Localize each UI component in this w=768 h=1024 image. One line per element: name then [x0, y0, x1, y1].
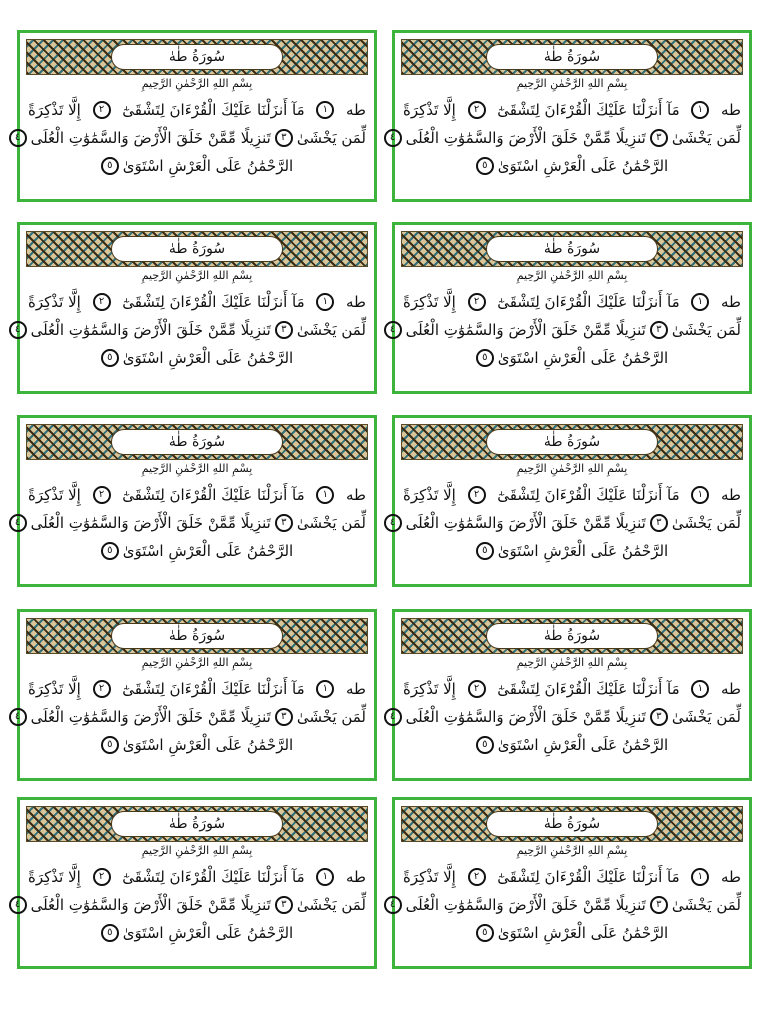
- ayah-number-mark: ٣: [650, 896, 668, 914]
- verse-text: لِّمَن يَخْشَىٰ: [671, 708, 741, 726]
- ayah-number-mark: ٤: [384, 708, 402, 726]
- ayah-number-mark: ٣: [650, 321, 668, 339]
- surah-card: [389, 609, 752, 781]
- verse-text: مَآ أَنزَلْنَا عَلَيْكَ الْقُرْءَانَ لِتَشْقَىٰٓ: [122, 101, 305, 119]
- verse-line-1: [403, 97, 741, 123]
- surah-title-plate: [486, 236, 658, 262]
- ayah-number-mark: ١: [316, 293, 334, 311]
- ayah-number-mark: ٤: [9, 896, 27, 914]
- ayah-number-mark: ٣: [275, 708, 293, 726]
- verse-text: طه: [721, 486, 741, 504]
- verse-text: الرَّحْمَٰنُ عَلَى الْعَرْشِ اسْتَوَىٰ: [497, 736, 669, 754]
- verse-text: لِّمَن يَخْشَىٰ: [296, 321, 366, 339]
- ayah-number-mark: ٢: [93, 868, 111, 886]
- surah-title-banner: [401, 424, 743, 460]
- ayah-number-mark: ١: [316, 486, 334, 504]
- surah-title: سُورَةُ طٰهٰ: [543, 434, 601, 450]
- surah-title-banner: [26, 424, 368, 460]
- bismillah: بِسْمِ اللهِ الرَّحْمٰنِ الرَّحِيمِ: [516, 844, 628, 857]
- ayah-number-mark: ٣: [650, 129, 668, 147]
- surah-title-plate: [486, 623, 658, 649]
- surah-title-banner: [26, 806, 368, 842]
- surah-title-plate: [486, 44, 658, 70]
- card-content: [14, 231, 368, 385]
- ayah-number-mark: ١: [691, 868, 709, 886]
- ayah-number-mark: ٥: [101, 542, 119, 560]
- surah-title-banner: [26, 231, 368, 267]
- verse-text: طه: [721, 293, 741, 311]
- verse-text: تَنزِيلًا مِّمَّنْ خَلَقَ الْأَرْضَ وَالسَّمَٰوَٰتِ الْعُلَى: [30, 708, 271, 726]
- bismillah: بِسْمِ اللهِ الرَّحْمٰنِ الرَّحِيمِ: [141, 77, 253, 90]
- verse-text: الرَّحْمَٰنُ عَلَى الْعَرْشِ اسْتَوَىٰ: [122, 736, 294, 754]
- verse-line-1: [403, 676, 741, 702]
- ayah-number-mark: ٤: [9, 708, 27, 726]
- verse-text: لِّمَن يَخْشَىٰ: [671, 129, 741, 147]
- ayah-number-mark: ٤: [9, 129, 27, 147]
- surah-card: [389, 797, 752, 969]
- verse-line-3: [403, 920, 741, 946]
- verse-text: إِلَّا تَذْكِرَةً: [403, 486, 456, 504]
- verse-text: طه: [721, 101, 741, 119]
- verse-text: طه: [346, 486, 366, 504]
- verse-line-1: [28, 482, 366, 508]
- verse-line-1: [28, 676, 366, 702]
- verse-text: إِلَّا تَذْكِرَةً: [28, 101, 81, 119]
- card-content: [14, 618, 368, 772]
- ayah-number-mark: ١: [316, 680, 334, 698]
- ayah-number-mark: ٣: [650, 708, 668, 726]
- ayah-number-mark: ٥: [476, 924, 494, 942]
- ayah-number-mark: ٥: [101, 349, 119, 367]
- surah-card: [14, 30, 377, 202]
- surah-title-plate: [111, 429, 283, 455]
- verse-line-1: [403, 289, 741, 315]
- verse-text: تَنزِيلًا مِّمَّنْ خَلَقَ الْأَرْضَ وَالسَّمَٰوَٰتِ الْعُلَى: [405, 896, 646, 914]
- ayah-number-mark: ٢: [468, 293, 486, 311]
- ayah-number-mark: ٢: [93, 293, 111, 311]
- verse-line-3: [403, 732, 741, 758]
- ayah-number-mark: ٢: [468, 680, 486, 698]
- verse-text: الرَّحْمَٰنُ عَلَى الْعَرْشِ اسْتَوَىٰ: [497, 157, 669, 175]
- surah-card: [14, 222, 377, 394]
- verse-line-2: [14, 892, 366, 918]
- verse-line-2: [14, 317, 366, 343]
- verse-text: تَنزِيلًا مِّمَّنْ خَلَقَ الْأَرْضَ وَالسَّمَٰوَٰتِ الْعُلَى: [30, 321, 271, 339]
- verse-text: إِلَّا تَذْكِرَةً: [403, 293, 456, 311]
- ayah-number-mark: ٤: [384, 514, 402, 532]
- verse-text: الرَّحْمَٰنُ عَلَى الْعَرْشِ اسْتَوَىٰ: [497, 924, 669, 942]
- verse-text: طه: [346, 868, 366, 886]
- verse-text: لِّمَن يَخْشَىٰ: [671, 896, 741, 914]
- bismillah: بِسْمِ اللهِ الرَّحْمٰنِ الرَّحِيمِ: [141, 656, 253, 669]
- card-content: [14, 806, 368, 960]
- verse-text: لِّمَن يَخْشَىٰ: [296, 514, 366, 532]
- surah-title: سُورَةُ طٰهٰ: [543, 816, 601, 832]
- verse-line-3: [28, 345, 366, 371]
- verse-text: لِّمَن يَخْشَىٰ: [296, 129, 366, 147]
- verse-line-3: [28, 920, 366, 946]
- bismillah: بِسْمِ اللهِ الرَّحْمٰنِ الرَّحِيمِ: [516, 462, 628, 475]
- bismillah: بِسْمِ اللهِ الرَّحْمٰنِ الرَّحِيمِ: [516, 77, 628, 90]
- verse-text: إِلَّا تَذْكِرَةً: [403, 680, 456, 698]
- verse-line-3: [403, 153, 741, 179]
- card-content: [389, 806, 743, 960]
- surah-card: [389, 222, 752, 394]
- surah-title: سُورَةُ طٰهٰ: [168, 628, 226, 644]
- surah-title-banner: [401, 618, 743, 654]
- verse-line-1: [403, 864, 741, 890]
- bismillah: بِسْمِ اللهِ الرَّحْمٰنِ الرَّحِيمِ: [141, 269, 253, 282]
- surah-title: سُورَةُ طٰهٰ: [543, 628, 601, 644]
- ayah-number-mark: ٥: [101, 736, 119, 754]
- surah-card: [14, 609, 377, 781]
- verse-text: طه: [346, 101, 366, 119]
- ayah-number-mark: ١: [691, 293, 709, 311]
- card-content: [389, 618, 743, 772]
- verse-text: لِّمَن يَخْشَىٰ: [671, 514, 741, 532]
- surah-title-plate: [486, 811, 658, 837]
- verse-text: إِلَّا تَذْكِرَةً: [28, 293, 81, 311]
- ayah-number-mark: ٣: [275, 129, 293, 147]
- ayah-number-mark: ١: [691, 101, 709, 119]
- verse-text: الرَّحْمَٰنُ عَلَى الْعَرْشِ اسْتَوَىٰ: [497, 349, 669, 367]
- verse-line-2: [389, 510, 741, 536]
- verse-text: مَآ أَنزَلْنَا عَلَيْكَ الْقُرْءَانَ لِتَشْقَىٰٓ: [497, 680, 680, 698]
- ayah-number-mark: ١: [316, 868, 334, 886]
- verse-text: مَآ أَنزَلْنَا عَلَيْكَ الْقُرْءَانَ لِتَشْقَىٰٓ: [497, 868, 680, 886]
- verse-text: لِّمَن يَخْشَىٰ: [671, 321, 741, 339]
- verse-text: طه: [721, 868, 741, 886]
- ayah-number-mark: ٣: [275, 514, 293, 532]
- surah-title-banner: [401, 806, 743, 842]
- ayah-number-mark: ٥: [476, 157, 494, 175]
- card-content: [389, 424, 743, 578]
- verse-text: مَآ أَنزَلْنَا عَلَيْكَ الْقُرْءَانَ لِتَشْقَىٰٓ: [122, 868, 305, 886]
- verse-line-1: [28, 289, 366, 315]
- verse-line-1: [403, 482, 741, 508]
- surah-title: سُورَةُ طٰهٰ: [168, 49, 226, 65]
- surah-title-banner: [26, 618, 368, 654]
- ayah-number-mark: ٥: [101, 157, 119, 175]
- ayah-number-mark: ٤: [384, 896, 402, 914]
- ayah-number-mark: ١: [691, 680, 709, 698]
- card-content: [389, 39, 743, 193]
- verse-text: لِّمَن يَخْشَىٰ: [296, 896, 366, 914]
- verse-text: مَآ أَنزَلْنَا عَلَيْكَ الْقُرْءَانَ لِتَشْقَىٰٓ: [122, 486, 305, 504]
- ayah-number-mark: ٤: [384, 321, 402, 339]
- ayah-number-mark: ٣: [275, 321, 293, 339]
- surah-card: [389, 30, 752, 202]
- surah-title: سُورَةُ طٰهٰ: [168, 434, 226, 450]
- verse-text: طه: [346, 293, 366, 311]
- ayah-number-mark: ٢: [93, 101, 111, 119]
- verse-line-1: [28, 97, 366, 123]
- verse-text: تَنزِيلًا مِّمَّنْ خَلَقَ الْأَرْضَ وَالسَّمَٰوَٰتِ الْعُلَى: [405, 514, 646, 532]
- verse-line-3: [28, 732, 366, 758]
- surah-title-plate: [111, 623, 283, 649]
- verse-text: إِلَّا تَذْكِرَةً: [28, 868, 81, 886]
- surah-title: سُورَةُ طٰهٰ: [543, 49, 601, 65]
- verse-text: تَنزِيلًا مِّمَّنْ خَلَقَ الْأَرْضَ وَالسَّمَٰوَٰتِ الْعُلَى: [30, 514, 271, 532]
- surah-title: سُورَةُ طٰهٰ: [168, 816, 226, 832]
- bismillah: بِسْمِ اللهِ الرَّحْمٰنِ الرَّحِيمِ: [516, 656, 628, 669]
- ayah-number-mark: ٣: [650, 514, 668, 532]
- verse-text: تَنزِيلًا مِّمَّنْ خَلَقَ الْأَرْضَ وَالسَّمَٰوَٰتِ الْعُلَى: [405, 708, 646, 726]
- verse-line-3: [28, 538, 366, 564]
- bismillah: بِسْمِ اللهِ الرَّحْمٰنِ الرَّحِيمِ: [516, 269, 628, 282]
- verse-line-2: [389, 892, 741, 918]
- surah-title-banner: [401, 39, 743, 75]
- ayah-number-mark: ٤: [9, 321, 27, 339]
- surah-title-banner: [401, 231, 743, 267]
- surah-title: سُورَةُ طٰهٰ: [168, 241, 226, 257]
- verse-text: تَنزِيلًا مِّمَّنْ خَلَقَ الْأَرْضَ وَالسَّمَٰوَٰتِ الْعُلَى: [405, 321, 646, 339]
- verse-line-2: [389, 317, 741, 343]
- verse-text: تَنزِيلًا مِّمَّنْ خَلَقَ الْأَرْضَ وَالسَّمَٰوَٰتِ الْعُلَى: [30, 129, 271, 147]
- ayah-number-mark: ١: [691, 486, 709, 504]
- surah-title-plate: [111, 44, 283, 70]
- verse-text: مَآ أَنزَلْنَا عَلَيْكَ الْقُرْءَانَ لِتَشْقَىٰٓ: [497, 486, 680, 504]
- verse-text: مَآ أَنزَلْنَا عَلَيْكَ الْقُرْءَانَ لِتَشْقَىٰٓ: [497, 101, 680, 119]
- verse-line-3: [28, 153, 366, 179]
- verse-text: إِلَّا تَذْكِرَةً: [28, 486, 81, 504]
- ayah-number-mark: ١: [316, 101, 334, 119]
- ayah-number-mark: ٥: [476, 542, 494, 560]
- verse-line-2: [14, 125, 366, 151]
- verse-text: تَنزِيلًا مِّمَّنْ خَلَقَ الْأَرْضَ وَالسَّمَٰوَٰتِ الْعُلَى: [30, 896, 271, 914]
- bismillah: بِسْمِ اللهِ الرَّحْمٰنِ الرَّحِيمِ: [141, 462, 253, 475]
- ayah-number-mark: ٥: [476, 349, 494, 367]
- verse-text: إِلَّا تَذْكِرَةً: [28, 680, 81, 698]
- verse-line-2: [389, 704, 741, 730]
- verse-line-2: [14, 704, 366, 730]
- surah-card: [14, 797, 377, 969]
- verse-line-3: [403, 538, 741, 564]
- ayah-number-mark: ٥: [476, 736, 494, 754]
- verse-text: إِلَّا تَذْكِرَةً: [403, 868, 456, 886]
- ayah-number-mark: ٥: [101, 924, 119, 942]
- verse-line-2: [389, 125, 741, 151]
- ayah-number-mark: ٤: [9, 514, 27, 532]
- surah-card: [14, 415, 377, 587]
- ayah-number-mark: ٢: [93, 680, 111, 698]
- verse-text: طه: [346, 680, 366, 698]
- verse-text: إِلَّا تَذْكِرَةً: [403, 101, 456, 119]
- card-content: [389, 231, 743, 385]
- ayah-number-mark: ٣: [275, 896, 293, 914]
- verse-text: الرَّحْمَٰنُ عَلَى الْعَرْشِ اسْتَوَىٰ: [122, 542, 294, 560]
- surah-title-plate: [486, 429, 658, 455]
- bismillah: بِسْمِ اللهِ الرَّحْمٰنِ الرَّحِيمِ: [141, 844, 253, 857]
- ayah-number-mark: ٢: [93, 486, 111, 504]
- verse-text: الرَّحْمَٰنُ عَلَى الْعَرْشِ اسْتَوَىٰ: [122, 349, 294, 367]
- card-content: [14, 424, 368, 578]
- verse-line-1: [28, 864, 366, 890]
- verse-text: تَنزِيلًا مِّمَّنْ خَلَقَ الْأَرْضَ وَالسَّمَٰوَٰتِ الْعُلَى: [405, 129, 646, 147]
- surah-title-plate: [111, 811, 283, 837]
- ayah-number-mark: ٤: [384, 129, 402, 147]
- verse-text: الرَّحْمَٰنُ عَلَى الْعَرْشِ اسْتَوَىٰ: [122, 924, 294, 942]
- surah-title: سُورَةُ طٰهٰ: [543, 241, 601, 257]
- ayah-number-mark: ٢: [468, 101, 486, 119]
- verse-text: الرَّحْمَٰنُ عَلَى الْعَرْشِ اسْتَوَىٰ: [122, 157, 294, 175]
- ayah-number-mark: ٢: [468, 486, 486, 504]
- verse-text: لِّمَن يَخْشَىٰ: [296, 708, 366, 726]
- verse-text: مَآ أَنزَلْنَا عَلَيْكَ الْقُرْءَانَ لِتَشْقَىٰٓ: [497, 293, 680, 311]
- surah-title-banner: [26, 39, 368, 75]
- ayah-number-mark: ٢: [468, 868, 486, 886]
- verse-text: طه: [721, 680, 741, 698]
- verse-text: الرَّحْمَٰنُ عَلَى الْعَرْشِ اسْتَوَىٰ: [497, 542, 669, 560]
- surah-title-plate: [111, 236, 283, 262]
- surah-card: [389, 415, 752, 587]
- card-content: [14, 39, 368, 193]
- verse-text: مَآ أَنزَلْنَا عَلَيْكَ الْقُرْءَانَ لِتَشْقَىٰٓ: [122, 680, 305, 698]
- verse-line-3: [403, 345, 741, 371]
- verse-line-2: [14, 510, 366, 536]
- verse-text: مَآ أَنزَلْنَا عَلَيْكَ الْقُرْءَانَ لِتَشْقَىٰٓ: [122, 293, 305, 311]
